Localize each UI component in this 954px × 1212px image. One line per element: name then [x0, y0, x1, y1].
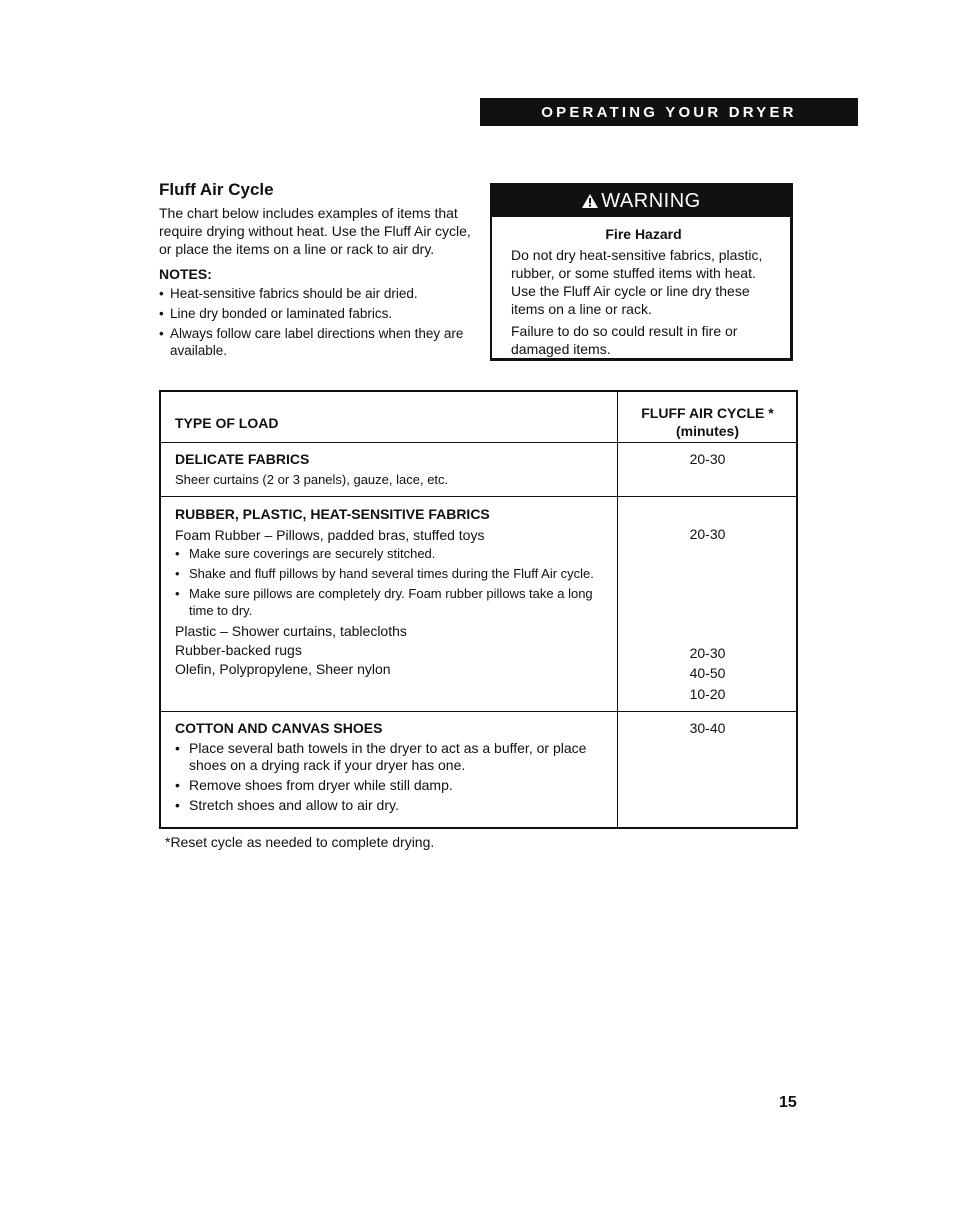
shoes-minutes: 30-40: [689, 720, 726, 736]
load-item-olefin: Olefin, Polypropylene, Sheer nylon: [175, 661, 391, 677]
section-header-title: OPERATING YOUR DRYER: [541, 103, 797, 121]
load-table: [159, 390, 798, 829]
warning-paragraph: Do not dry heat-sensitive fabrics, plastic, rubber, or some stuffed items with heat. Use the Fluff Air cycle or line dry these items on a line or rack.: [511, 247, 763, 317]
footnote: *Reset cycle as needed to complete drying.: [165, 834, 435, 850]
page-number: 15: [779, 1094, 797, 1111]
tip-item: • Make sure pillows are completely dry. Foam rubber pillows take a long time to dry.: [175, 585, 605, 619]
rugs-minutes: 40-50: [689, 665, 726, 681]
plastic-minutes: 20-30: [689, 645, 726, 661]
intro-text: The chart below includes examples of items that require drying without heat. Use the Fluff Air cycle, or place the items on a line or rack to air dry.: [159, 205, 471, 257]
table-row-shoes: [175, 720, 605, 817]
note-item: • Always follow care label directions when they are available.: [159, 325, 479, 359]
category-label: COTTON AND CANVAS SHOES: [175, 720, 383, 736]
shoes-tips: [175, 740, 605, 814]
section-title: Fluff Air Cycle: [159, 180, 274, 199]
table-row-delicate: [175, 451, 605, 488]
note-item: • Heat-sensitive fabrics should be air dried.: [159, 285, 479, 302]
notes-list: [159, 285, 479, 359]
warning-title: WARNING: [601, 189, 701, 212]
foam-rubber-tips: [175, 545, 605, 619]
category-description: Sheer curtains (2 or 3 panels), gauze, lace, etc.: [175, 472, 449, 487]
tip-item: • Remove shoes from dryer while still damp.: [175, 777, 605, 794]
warning-triangle-icon: [581, 193, 599, 209]
tip-item: • Stretch shoes and allow to air dry.: [175, 797, 605, 814]
warning-subtitle: Fire Hazard: [605, 226, 682, 242]
note-item: • Line dry bonded or laminated fabrics.: [159, 305, 479, 322]
intro-section: [159, 180, 479, 362]
load-item-rubber-backed-rugs: Rubber-backed rugs: [175, 642, 302, 658]
category-label: RUBBER, PLASTIC, HEAT-SENSITIVE FABRICS: [175, 506, 490, 522]
warning-body: [492, 217, 790, 358]
tip-item: • Place several bath towels in the dryer to act as a buffer, or place shoes on a drying rack if your dryer has one.: [175, 740, 605, 774]
notes-title: NOTES:: [159, 266, 212, 282]
table-row-rubber-plastic: [175, 506, 605, 679]
load-item-foam-rubber: Foam Rubber – Pillows, padded bras, stuffed toys: [175, 527, 485, 543]
delicate-minutes: 20-30: [689, 451, 726, 467]
warning-box: [490, 183, 793, 361]
tip-item: • Shake and fluff pillows by hand several times during the Fluff Air cycle.: [175, 565, 605, 582]
table-header-minutes-label: (minutes): [676, 423, 739, 439]
section-header: [480, 98, 858, 126]
olefin-minutes: 10-20: [689, 686, 726, 702]
tip-item: • Make sure coverings are securely stitched.: [175, 545, 605, 562]
foam-rubber-minutes: 20-30: [689, 526, 726, 542]
load-item-plastic: Plastic – Shower curtains, tablecloths: [175, 623, 407, 639]
rubber-minutes-column: [617, 392, 798, 827]
warning-header: [492, 185, 790, 217]
category-label: DELICATE FABRICS: [175, 451, 310, 467]
warning-paragraph: Failure to do so could result in fire or damaged items.: [511, 323, 738, 357]
table-header-load-type: TYPE OF LOAD: [175, 415, 279, 431]
table-header-fluff-air-label: FLUFF AIR CYCLE *: [641, 405, 774, 421]
